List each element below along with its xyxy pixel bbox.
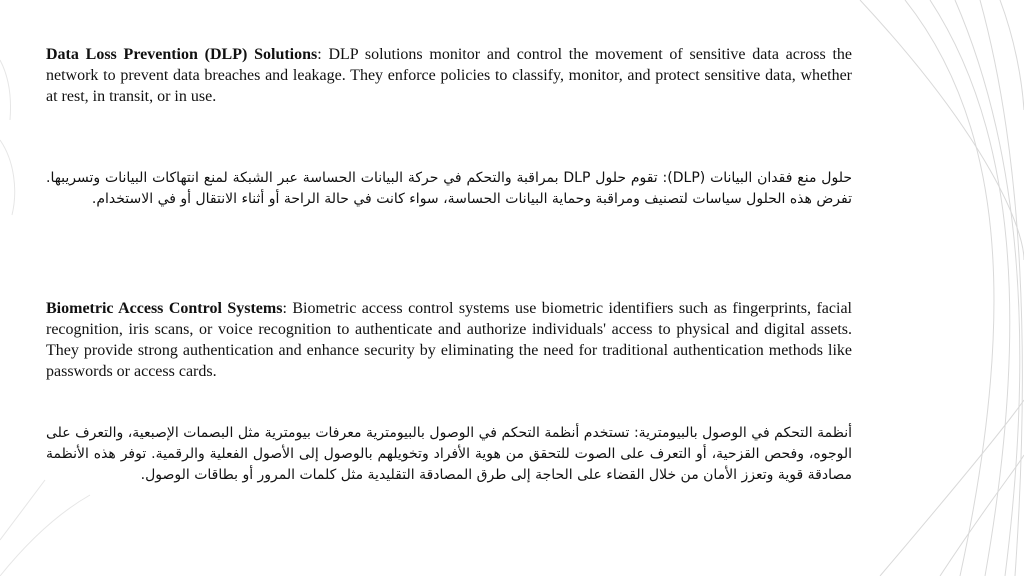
dlp-arabic-paragraph: حلول منع فقدان البيانات (DLP): تقوم حلول DLP بمراقبة والتحكم في حركة البيانات الحساسة عبر الشبكة لمنع انتهاكات البيانات وتسريبها. تفرض هذه الحلول سياسات لتصنيف ومراقبة وحماية البيانات الحساسة، سواء كانت في حالة الراحة أو أثناء الانتقال أو في الاستخدام. (46, 170, 852, 207)
dlp-english-heading: Data Loss Prevention (DLP) Solutions (46, 46, 318, 63)
biometric-english-heading: Biometric Access Control Systems (46, 300, 283, 317)
slide-content (46, 0, 852, 576)
dlp-english-paragraph (46, 44, 852, 107)
biometric-english-paragraph (46, 298, 852, 382)
biometric-english-body: : Biometric access control systems use biometric identifiers such as fingerprints, facial recognition, iris scans, or voice recognition to authenticate and authorize individuals' access to physical and digital assets. They provide strong authentication and enhance security by eliminating the need for traditional authentication methods like passwords or access cards. (46, 300, 852, 380)
dlp-english-body: : DLP solutions monitor and control the movement of sensitive data across the network to prevent data breaches and leakage. They enforce policies to classify, monitor, and protect sensitive data, whether at rest, in transit, or in use. (46, 46, 852, 105)
biometric-arabic-paragraph: أنظمة التحكم في الوصول بالبيومترية: تستخدم أنظمة التحكم في الوصول بالبيومترية معرفات بيومترية مثل البصمات الإصبعية، والتعرف على الوجوه، وفحص القزحية، أو التعرف على الصوت للتحقق من هوية الأفراد وتخويلهم بالوصول إلى الأصول الفعلية والرقمية. توفر هذه الأنظمة مصادقة قوية وتعزز الأمان من خلال القضاء على الحاجة إلى طرق المصادقة التقليدية مثل كلمات المرور أو بطاقات الوصول. (46, 425, 852, 483)
